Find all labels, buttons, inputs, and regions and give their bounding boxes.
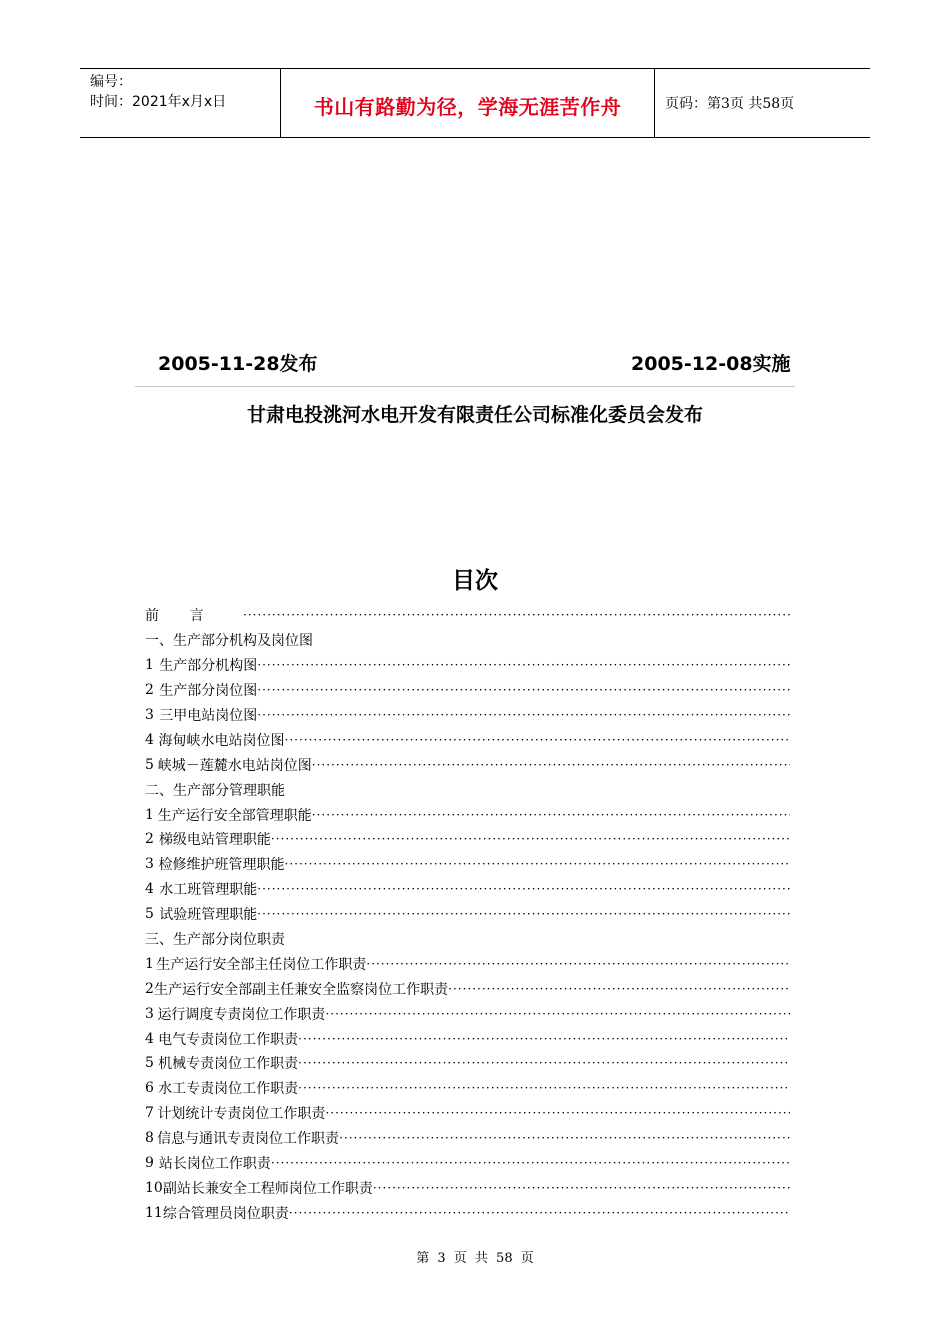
toc-entry-number: 11 <box>145 1204 163 1221</box>
toc-entry[interactable] <box>145 852 790 877</box>
toc-entry-number: 3 <box>145 856 154 873</box>
toc-entry-number: 2 <box>145 831 154 848</box>
toc-leader-dots <box>325 1007 790 1021</box>
toc-leader-dots <box>289 1206 790 1220</box>
toc-entry-number: 2 <box>145 682 154 699</box>
toc-entry[interactable] <box>145 976 790 1001</box>
toc-section-heading[interactable] <box>145 927 790 952</box>
toc-entry-number: 3 <box>145 707 154 723</box>
toc-entry-number: 2 <box>145 980 154 997</box>
toc-entry[interactable] <box>145 1126 790 1151</box>
toc-entry[interactable] <box>145 1001 790 1026</box>
toc-leader-dots <box>257 683 790 697</box>
toc-entry-number: 5 <box>145 906 154 923</box>
toc-entry-label: 水工专责岗位工作职责 <box>158 1081 299 1098</box>
toc-entry-number: 1 <box>145 955 154 972</box>
toc-entry-label: 生产运行安全部副主任兼安全监察岗位工作职责 <box>154 981 449 998</box>
toc-leader-dots <box>325 1106 790 1120</box>
header-right-cell <box>655 69 870 137</box>
toc-entry-label: 站长岗位工作职责 <box>158 1156 271 1173</box>
header-page-info: 页码：第3页 共58页 <box>665 96 795 112</box>
toc-entry[interactable] <box>145 827 790 852</box>
toc-entry-number: 4 <box>145 881 154 898</box>
toc-entry-number: 1 <box>145 806 154 823</box>
toc-entry-number: 8 <box>145 1130 154 1147</box>
toc-entry-number: 4 <box>145 1030 154 1047</box>
toc-leader-dots <box>257 882 790 896</box>
toc-entry-label: 检修维护班管理职能 <box>158 857 285 874</box>
toc-entry-label: 海甸峡水电站岗位图 <box>158 732 285 749</box>
toc-section-title: 二、生产部分管理职能 <box>145 782 285 799</box>
toc-leader-dots <box>257 658 790 672</box>
toc-leader-dots <box>312 758 790 772</box>
toc-entry-label: 综合管理员岗位职责 <box>162 1205 289 1222</box>
divider-line <box>135 386 795 387</box>
toc-entry-number: 7 <box>145 1105 154 1122</box>
document-time-label: 时间：2021年x月x日 <box>90 94 227 110</box>
toc-entry-number: 9 <box>145 1155 154 1172</box>
document-number-label: 编号： <box>90 74 132 90</box>
toc-entry-label: 生产运行安全部主任岗位工作职责 <box>156 956 367 973</box>
toc-entry-label: 梯级电站管理职能 <box>158 832 271 849</box>
toc-leader-dots <box>298 1032 790 1046</box>
toc-entry-label: 信息与通讯专责岗位工作职责 <box>157 1131 340 1148</box>
toc-leader-dots <box>243 608 790 622</box>
toc-entry[interactable] <box>145 1076 790 1101</box>
toc-entry-number: 4 <box>145 731 154 748</box>
toc-entry[interactable] <box>145 1200 790 1225</box>
toc-entry-label: 试验班管理职能 <box>159 907 258 924</box>
toc-entry-label: 电气专责岗位工作职责 <box>158 1031 299 1048</box>
toc-entry-number: 10 <box>145 1179 163 1196</box>
toc-entry-label: 生产运行安全部管理职能 <box>157 807 312 824</box>
toc-leader-dots <box>339 1131 790 1145</box>
header-motto: 书山有路勤为径，学海无涯苦作舟 <box>313 95 622 119</box>
toc-leader-dots <box>448 982 790 996</box>
toc-leader-dots <box>271 832 790 846</box>
toc-entry[interactable] <box>145 653 790 678</box>
toc-entry[interactable] <box>145 1026 790 1051</box>
toc-entry-label: 峡城－莲麓水电站岗位图 <box>157 757 312 774</box>
toc-entry-number: 1 <box>145 657 154 674</box>
toc-section-heading[interactable] <box>145 777 790 802</box>
toc-entry-label: 生产部分机构图 <box>159 658 258 675</box>
toc-leader-dots <box>271 1156 790 1170</box>
issuer-line: 甘肃电投洮河水电开发有限责任公司标准化委员会发布 <box>246 404 703 426</box>
page-header <box>80 68 870 138</box>
toc-entry[interactable] <box>145 1051 790 1076</box>
table-of-contents <box>145 603 790 1225</box>
toc-entry[interactable] <box>145 752 790 777</box>
toc-title: 目次 <box>452 568 498 594</box>
toc-entry[interactable] <box>145 1175 790 1200</box>
toc-entry[interactable] <box>145 877 790 902</box>
toc-entry-preface[interactable] <box>145 603 790 628</box>
toc-entry-label: 运行调度专责岗位工作职责 <box>157 1006 326 1023</box>
toc-entry[interactable] <box>145 902 790 927</box>
toc-entry-label: 三甲电站岗位图 <box>159 708 258 724</box>
toc-leader-dots <box>373 1181 790 1195</box>
toc-section-title: 三、生产部分岗位职责 <box>145 932 285 949</box>
toc-entry[interactable] <box>145 703 790 728</box>
header-left-cell <box>80 69 281 137</box>
toc-entry-label: 前言 <box>145 608 235 625</box>
publish-date: 2005-11-28发布 <box>158 353 318 375</box>
toc-entry-number: 3 <box>145 1005 154 1022</box>
toc-leader-dots <box>285 733 790 747</box>
effective-date: 2005-12-08实施 <box>631 353 791 375</box>
header-middle-cell <box>281 69 655 137</box>
toc-leader-dots <box>298 1081 790 1095</box>
toc-entry-number: 5 <box>145 1055 154 1072</box>
toc-entry[interactable] <box>145 727 790 752</box>
toc-entry-label: 计划统计专责岗位工作职责 <box>157 1106 326 1123</box>
toc-entry-label: 副站长兼安全工程师岗位工作职责 <box>162 1180 373 1197</box>
toc-leader-dots <box>257 708 790 722</box>
page-footer: 第 3 页 共 58 页 <box>416 1251 534 1266</box>
toc-leader-dots <box>298 1056 790 1070</box>
toc-leader-dots <box>257 907 790 921</box>
toc-entry[interactable] <box>145 1101 790 1126</box>
toc-entry-label: 生产部分岗位图 <box>159 683 258 700</box>
toc-leader-dots <box>366 957 790 971</box>
toc-entry[interactable] <box>145 951 790 976</box>
toc-section-title: 一、生产部分机构及岗位图 <box>145 633 313 650</box>
toc-entry-label: 机械专责岗位工作职责 <box>158 1056 299 1073</box>
toc-entry[interactable] <box>145 678 790 703</box>
toc-leader-dots <box>285 857 790 871</box>
toc-entry-number: 5 <box>145 756 154 773</box>
toc-entry-label: 水工班管理职能 <box>159 882 258 899</box>
toc-entry[interactable] <box>145 802 790 827</box>
toc-leader-dots <box>312 808 790 822</box>
toc-entry-number: 6 <box>145 1080 154 1097</box>
toc-entry[interactable] <box>145 1151 790 1176</box>
toc-section-heading[interactable] <box>145 628 790 653</box>
